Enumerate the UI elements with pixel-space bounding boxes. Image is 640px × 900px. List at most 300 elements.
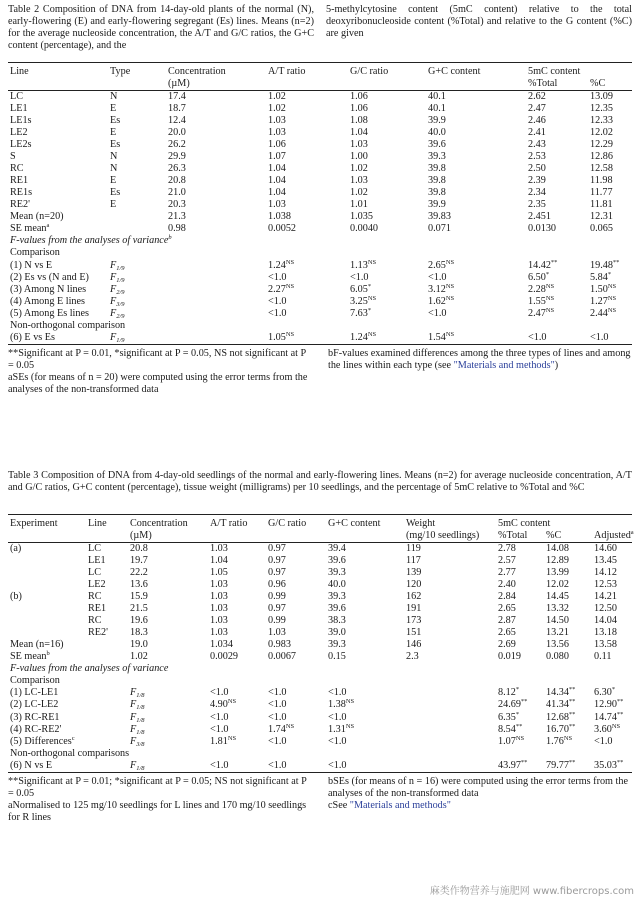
cell-adjusted: 12.53 <box>594 579 617 591</box>
cell-weight: 119 <box>406 543 421 555</box>
cell-total: 2.41 <box>528 127 546 139</box>
cell-line: LE1s <box>10 115 32 127</box>
cell-experiment <box>8 567 86 579</box>
col-header-line: Line <box>8 63 108 79</box>
cell-total: 2.47 <box>528 103 546 115</box>
cell-experiment: (b) <box>10 591 22 603</box>
cell-adjusted: 14.74** <box>594 710 624 723</box>
table-2-footnotes <box>8 348 632 404</box>
cell-comparison: (3) RC-RE1 <box>10 711 60 723</box>
table-2-subheader-row <box>8 78 632 91</box>
cell-adjusted: 12.50 <box>594 603 617 615</box>
cell-gc-content: 40.0 <box>428 127 446 139</box>
col-header-gc-ratio: G/C ratio <box>266 515 326 531</box>
cell-c: 14.50 <box>546 615 569 627</box>
cell-line: LC <box>88 567 102 579</box>
cell-weight: 151 <box>406 627 422 639</box>
cell-gc-ratio: 0.97 <box>268 567 286 579</box>
df-cell: $F_{2/9}$ <box>110 283 125 296</box>
section-label-row <box>8 235 632 247</box>
cell-c: 12.89 <box>546 555 569 567</box>
cell-at-ratio: 1.034 <box>210 639 233 651</box>
cell-gc-ratio: $3.25^{NS}$ <box>350 294 377 307</box>
cell-concentration: 18.3 <box>130 627 148 639</box>
cell-c: 12.68** <box>546 710 576 723</box>
table-3-subheader-row <box>8 530 632 543</box>
cell-experiment <box>8 603 86 615</box>
cell-adjusted: 14.04 <box>594 615 617 627</box>
cell-concentration: 22.2 <box>130 567 148 579</box>
table-row <box>8 115 632 127</box>
cell-c: 14.45 <box>546 591 569 603</box>
cell-gc-content: 0.071 <box>428 223 451 235</box>
table-3-footnotes-left <box>8 776 308 824</box>
table-row <box>8 199 632 211</box>
table-row <box>8 591 632 603</box>
df-cell: $F_{1/9}$ <box>108 332 166 345</box>
cell-line: LE1 <box>88 555 106 567</box>
cell-concentration: 21.3 <box>168 211 186 223</box>
cell-total: 2.35 <box>528 199 546 211</box>
cell-at-ratio: 1.07 <box>268 151 286 163</box>
cell-line: LC <box>88 543 102 555</box>
comparison-row <box>8 736 632 748</box>
materials-methods-link[interactable]: "Materials and methods" <box>349 799 451 811</box>
cell-total: 2.65 <box>498 627 516 639</box>
cell-at-ratio: 1.04 <box>268 163 286 175</box>
table-row <box>8 175 632 187</box>
cell-total: $2.28^{NS}$ <box>528 282 555 295</box>
cell-c: 14.08 <box>546 543 569 555</box>
cell-adjusted: 13.18 <box>594 627 617 639</box>
table-2-caption-left: Table 2 Composition of DNA from 14-day-old plants of the normal (N), early-flowering (E) and early-flowering segregant (Es) lines. Means (n=2) for the average nucleoside concentration, the A/T and G/C ratios, the G+C content (percentage), and the <box>8 4 314 52</box>
table-3-footnote-b: bSEs (for means of n = 16) were computed using the error terms from the analyses of the non-transformed data <box>328 775 628 799</box>
comparison-row <box>8 332 632 345</box>
comparison-row <box>8 260 632 272</box>
cell-weight <box>404 736 496 748</box>
cell-total: 2.62 <box>528 91 546 103</box>
col-header-line: Line <box>86 515 128 531</box>
cell-type: N <box>110 151 118 163</box>
cell-at-ratio: 1.03 <box>210 615 228 627</box>
cell-c: 13.56 <box>546 639 569 651</box>
section-label-row <box>8 675 632 687</box>
cell-at-ratio: 1.038 <box>268 211 291 223</box>
cell-gc-ratio: <1.0 <box>268 699 287 711</box>
comparison-row <box>8 308 632 320</box>
mean-row <box>8 639 632 651</box>
cell-at-ratio: <1.0 <box>268 295 287 307</box>
cell-adjusted: 13.45 <box>594 555 617 567</box>
cell-gc-ratio: 1.03 <box>268 627 286 639</box>
cell-line: RC <box>88 591 102 603</box>
cell-at-ratio: 1.03 <box>210 591 228 603</box>
cell-at-ratio: 1.02 <box>268 91 286 103</box>
df-cell: $F_{2/9}$ <box>110 307 125 320</box>
cell-gc-ratio: <1.0 <box>268 711 287 723</box>
cell-weight: 191 <box>406 603 422 615</box>
cell-gc-ratio: 0.0040 <box>350 223 379 235</box>
cell-concentration: 29.9 <box>168 151 186 163</box>
cell-adjusted: 13.58 <box>594 639 617 651</box>
cell-concentration: 13.6 <box>130 579 148 591</box>
cell-at-ratio: $1.24^{NS}$ <box>268 258 295 271</box>
cell-total: 2.57 <box>498 555 516 567</box>
cell-line: LE1 <box>10 103 28 115</box>
cell-total: 8.12* <box>498 686 520 699</box>
cell-concentration: 21.5 <box>130 603 148 615</box>
cell-adjusted: 14.21 <box>594 591 617 603</box>
cell-concentration: 26.2 <box>168 139 186 151</box>
cell-gc-content: 39.6 <box>328 555 346 567</box>
section-label-row <box>8 663 632 675</box>
cell-gc-ratio: 1.01 <box>350 199 368 211</box>
cell-line: S <box>10 151 16 163</box>
materials-methods-link[interactable]: "Materials and methods" <box>453 359 555 371</box>
table-row <box>8 151 632 163</box>
cell-gc-content: <1.0 <box>326 760 404 773</box>
cell-at-ratio: 1.04 <box>268 187 286 199</box>
cell-total: 6.35* <box>498 710 520 723</box>
table-row <box>8 91 632 104</box>
cell-gc-content: <1.0 <box>328 687 347 699</box>
cell-gc-content: 39.3 <box>328 639 346 651</box>
table-row <box>8 627 632 639</box>
cell-total: 2.451 <box>528 211 551 223</box>
table-2 <box>8 4 632 404</box>
cell-c: <1.0 <box>588 332 632 345</box>
cell-line: SE mean$^a$ <box>10 222 50 235</box>
cell-type: E <box>110 175 117 187</box>
table-row <box>8 127 632 139</box>
section-label-row <box>8 748 632 760</box>
table-row <box>8 543 632 556</box>
cell-weight: 120 <box>406 579 422 591</box>
cell-at-ratio: <1.0 <box>208 760 266 773</box>
cell-adjusted: 12.90** <box>594 698 624 711</box>
cell-total: 8.54** <box>498 722 523 735</box>
cell-total: 2.87 <box>498 615 516 627</box>
cell-gc-content: 40.1 <box>428 103 446 115</box>
cell-at-ratio: 1.03 <box>268 127 286 139</box>
col-header-experiment: Experiment <box>8 515 86 531</box>
cell-at-ratio: $4.90^{NS}$ <box>210 698 237 711</box>
cell-line: LE2 <box>10 127 28 139</box>
df-cell: $F_{1/8}$ <box>128 760 208 773</box>
cell-at-ratio: 1.02 <box>268 103 286 115</box>
cell-type: Es <box>110 187 121 199</box>
section-label: F-values from the analyses of variance$^b$ <box>10 234 172 247</box>
cell-experiment: (a) <box>10 543 22 555</box>
cell-type: N <box>110 91 118 103</box>
cell-weight: 139 <box>406 567 422 579</box>
cell-gc-ratio: 1.02 <box>350 187 368 199</box>
cell-concentration: 15.9 <box>130 591 148 603</box>
cell-adjusted: 35.03** <box>592 760 632 773</box>
cell-weight: 2.3 <box>406 651 419 663</box>
cell-gc-content: 38.3 <box>328 615 346 627</box>
col-header-concentration: Concentration <box>128 515 208 531</box>
cell-concentration: 20.8 <box>130 543 148 555</box>
cell-gc-ratio: 0.99 <box>268 591 286 603</box>
cell-total: 0.019 <box>498 651 521 663</box>
cell-at-ratio: $1.81^{NS}$ <box>210 734 237 747</box>
cell-line: Mean (n=20) <box>10 211 64 223</box>
cell-line: LE2s <box>10 139 32 151</box>
cell-c: 12.29 <box>590 139 613 151</box>
cell-c: 79.77** <box>544 760 592 773</box>
col-header-concentration-unit: (µM) <box>128 530 208 543</box>
cell-c: 12.02 <box>590 127 613 139</box>
cell-comparison: (3) Among N lines <box>10 283 87 295</box>
cell-total: <1.0 <box>526 332 588 345</box>
cell-comparison: (4) RC-RE2' <box>10 723 62 735</box>
cell-gc-content: <1.0 <box>328 711 347 723</box>
cell-gc-content: <1.0 <box>428 271 447 283</box>
cell-gc-ratio: 0.0067 <box>268 651 297 663</box>
cell-gc-ratio: 1.08 <box>350 115 368 127</box>
cell-comparison: (6) E vs Es <box>8 332 108 345</box>
section-label-row <box>8 320 632 332</box>
table-row <box>8 163 632 175</box>
cell-concentration: 19.0 <box>130 639 148 651</box>
cell-at-ratio: <1.0 <box>210 711 229 723</box>
cell-comparison: (4) Among E lines <box>10 295 85 307</box>
cell-line: RE2' <box>10 199 30 211</box>
table-2-footnote-b-text: bF-values examined differences among the three types of lines and among the lines within each type (see <box>328 347 631 371</box>
cell-experiment <box>8 555 86 567</box>
cell-c: 19.48** <box>590 258 620 271</box>
cell-gc-ratio: 1.03 <box>350 175 368 187</box>
cell-gc-ratio: $1.24^{NS}$ <box>348 332 426 345</box>
cell-gc-content: 40.1 <box>428 91 446 103</box>
cell-weight <box>404 712 496 724</box>
cell-weight: 117 <box>406 555 421 567</box>
cell-total: 2.40 <box>498 579 516 591</box>
cell-at-ratio: <1.0 <box>210 723 229 735</box>
cell-at-ratio: 1.03 <box>210 579 228 591</box>
cell-gc-ratio: 0.97 <box>268 543 286 555</box>
cell-total: 2.34 <box>528 187 546 199</box>
cell-gc-ratio: 1.06 <box>350 103 368 115</box>
section-label-row <box>8 247 632 259</box>
col-header-adjusted: Adjusted$^a$ <box>594 529 634 542</box>
cell-adjusted: 14.60 <box>594 543 617 555</box>
table-2-caption-right: 5-methylcytosine content (5mC content) relative to the total deoxyribonucleoside content (%Total) and relative to the G content (%C) are given <box>326 4 632 40</box>
cell-concentration: 20.8 <box>168 175 186 187</box>
cell-c: $2.44^{NS}$ <box>590 306 617 319</box>
cell-line: RE1s <box>10 187 33 199</box>
cell-c: 13.99 <box>546 567 569 579</box>
cell-at-ratio: 1.03 <box>268 199 286 211</box>
cell-c: 11.98 <box>590 175 613 187</box>
cell-experiment: SE mean$^b$ <box>10 650 50 663</box>
cell-gc-ratio: 0.97 <box>268 555 286 567</box>
col-header-concentration: Concentration <box>166 63 266 79</box>
cell-total: 0.0130 <box>528 223 557 235</box>
cell-gc-content: $1.54^{NS}$ <box>426 332 526 345</box>
cell-c: 11.77 <box>590 187 613 199</box>
cell-at-ratio: 1.04 <box>268 175 286 187</box>
comparison-row <box>8 687 632 699</box>
table-2-footnote-b-end: ) <box>554 359 559 371</box>
cell-gc-content: 39.3 <box>428 151 446 163</box>
cell-total: 2.65 <box>498 603 516 615</box>
table-3-grid <box>8 514 632 773</box>
cell-gc-content: $1.31^{NS}$ <box>328 722 355 735</box>
cell-empty <box>166 332 266 345</box>
cell-empty <box>166 260 266 272</box>
cell-weight: 162 <box>406 591 422 603</box>
section-label: Comparison <box>10 675 60 687</box>
col-header-weight: Weight <box>404 515 496 531</box>
cell-concentration: 20.0 <box>168 127 186 139</box>
col-header-gc-content: G+C content <box>326 515 404 531</box>
cell-comparison: (1) N vs E <box>10 259 53 271</box>
cell-gc-content: <1.0 <box>328 735 347 747</box>
cell-line: RE1 <box>10 175 29 187</box>
cell-gc-ratio: 6.05* <box>350 282 372 295</box>
cell-total: 2.78 <box>498 543 516 555</box>
cell-total: 2.46 <box>528 115 546 127</box>
cell-comparison: (2) Es vs (N and E) <box>10 271 89 283</box>
cell-total: 6.50* <box>528 270 550 283</box>
cell-comparison: (5) Differences$^c$ <box>10 734 75 747</box>
cell-c: 0.080 <box>546 651 569 663</box>
table-row <box>8 579 632 591</box>
cell-gc-content: 39.4 <box>328 543 346 555</box>
table-row <box>8 567 632 579</box>
comparison-row <box>8 284 632 296</box>
cell-line: RC <box>10 163 24 175</box>
cell-total: 2.84 <box>498 591 516 603</box>
cell-at-ratio: $1.05^{NS}$ <box>266 332 348 345</box>
col-header-concentration-unit: (µM) <box>166 78 266 91</box>
df-cell: $F_{1/9}$ <box>110 259 125 272</box>
cell-gc-ratio: <1.0 <box>350 271 369 283</box>
cell-gc-ratio: 1.035 <box>350 211 373 223</box>
cell-gc-ratio: <1.0 <box>268 735 287 747</box>
section-label: F-values from the analyses of variance <box>10 663 169 675</box>
cell-gc-ratio: 0.983 <box>268 639 291 651</box>
cell-gc-content: 39.8 <box>428 163 446 175</box>
df-cell: $F_{1/8}$ <box>130 711 145 724</box>
comparison-row <box>8 272 632 284</box>
col-header-gc-ratio: G/C ratio <box>348 63 426 79</box>
table-2-footnote-significance: **Significant at P = 0.01, *significant at P = 0.05, NS not significant at P = 0.05 <box>8 347 306 371</box>
table-row <box>8 103 632 115</box>
section-label: Comparison <box>10 247 60 259</box>
comparison-row <box>8 760 632 773</box>
cell-concentration: 12.4 <box>168 115 186 127</box>
cell-gc-ratio: 1.02 <box>350 163 368 175</box>
table-row <box>8 615 632 627</box>
cell-c: 12.58 <box>590 163 613 175</box>
table-row <box>8 603 632 615</box>
cell-type: E <box>110 199 117 211</box>
col-header-weight-unit: (mg/10 seedlings) <box>404 530 496 543</box>
watermark: 麻类作物营养与施肥网 www.fibercrops.com <box>429 886 634 898</box>
cell-gc-content: <1.0 <box>428 307 447 319</box>
table-3-caption: Table 3 Composition of DNA from 4-day-old seedlings of the normal and early-flowering lines. Means (n=2) for average nucleoside concentration, A/T and G/C ratios, G+C content (percentage), tissue weight (milligrams) per 10 seedlings, and the percentage of 5mC relative to %Total and %C <box>8 470 632 494</box>
cell-gc-content: 40.0 <box>328 579 346 591</box>
table-3-footnote-c: cSee "Materials and methods" <box>328 799 451 811</box>
cell-concentration: 0.98 <box>168 223 186 235</box>
cell-gc-ratio: 7.63* <box>350 306 372 319</box>
table-row <box>8 139 632 151</box>
cell-line: LC <box>10 91 24 103</box>
cell-concentration: 18.7 <box>168 103 186 115</box>
cell-gc-ratio: 1.00 <box>350 151 368 163</box>
cell-comparison: (6) N vs E <box>8 760 128 773</box>
cell-empty <box>166 272 266 284</box>
cell-c: 12.33 <box>590 115 613 127</box>
cell-gc-content: $1.62^{NS}$ <box>428 294 455 307</box>
cell-at-ratio: 1.06 <box>268 139 286 151</box>
cell-gc-content: 0.15 <box>328 651 346 663</box>
cell-total: 2.39 <box>528 175 546 187</box>
cell-adjusted: 6.30* <box>594 686 616 699</box>
cell-type: E <box>110 103 117 115</box>
table-2-footnote-a: aSEs (for means of n = 20) were computed using the error terms from the analyses of the non-transformed data <box>8 371 308 395</box>
df-cell: $F_{3/8}$ <box>130 735 145 748</box>
cell-concentration: 19.6 <box>130 615 148 627</box>
cell-c: 16.70** <box>546 722 576 735</box>
cell-concentration: 21.0 <box>168 187 186 199</box>
cell-type: E <box>110 127 117 139</box>
cell-total: 2.77 <box>498 567 516 579</box>
col-header-c: %C <box>588 78 632 91</box>
cell-at-ratio: <1.0 <box>210 687 229 699</box>
df-cell: $F_{1/8}$ <box>130 687 145 700</box>
cell-gc-ratio: 0.99 <box>268 615 286 627</box>
cell-total: 43.97** <box>496 760 544 773</box>
cell-weight: 173 <box>406 615 422 627</box>
cell-adjusted: 14.12 <box>594 567 617 579</box>
cell-c: 12.35 <box>590 103 613 115</box>
cell-gc-content: $2.65^{NS}$ <box>428 258 455 271</box>
cell-total: 2.43 <box>528 139 546 151</box>
cell-comparison: (1) LC-LE1 <box>10 687 59 699</box>
cell-gc-ratio: 0.96 <box>268 579 286 591</box>
cell-c: $1.76^{NS}$ <box>546 734 573 747</box>
cell-line: LE2 <box>88 579 106 591</box>
section-label: Non-orthogonal comparison <box>10 319 126 331</box>
col-header-at-ratio: A/T ratio <box>208 515 266 531</box>
cell-gc-ratio: 1.04 <box>350 127 368 139</box>
cell-gc-content: 39.3 <box>328 567 346 579</box>
cell-gc-content: 39.9 <box>428 115 446 127</box>
cell-at-ratio: <1.0 <box>268 271 287 283</box>
cell-at-ratio: 1.05 <box>210 567 228 579</box>
cell-at-ratio: 1.03 <box>210 603 228 615</box>
cell-comparison: (5) Among Es lines <box>10 307 89 319</box>
cell-at-ratio: 1.03 <box>268 115 286 127</box>
cell-experiment <box>8 627 86 639</box>
cell-at-ratio: $2.27^{NS}$ <box>268 282 295 295</box>
col-header-5mc-content: 5mC content <box>526 63 632 79</box>
cell-c: 12.31 <box>590 211 613 223</box>
cell-at-ratio: 1.04 <box>210 555 228 567</box>
df-cell: $F_{1/8}$ <box>130 699 145 712</box>
cell-gc-ratio: $1.74^{NS}$ <box>268 722 295 735</box>
se-row <box>8 223 632 235</box>
table-3-footnote-a: aNormalised to 125 mg/10 seedlings for L lines and 170 mg/10 seedlings for R lines <box>8 799 307 823</box>
cell-c: 13.09 <box>590 91 613 103</box>
table-row <box>8 187 632 199</box>
cell-gc-content: 39.83 <box>428 211 451 223</box>
table-2-grid <box>8 62 632 345</box>
